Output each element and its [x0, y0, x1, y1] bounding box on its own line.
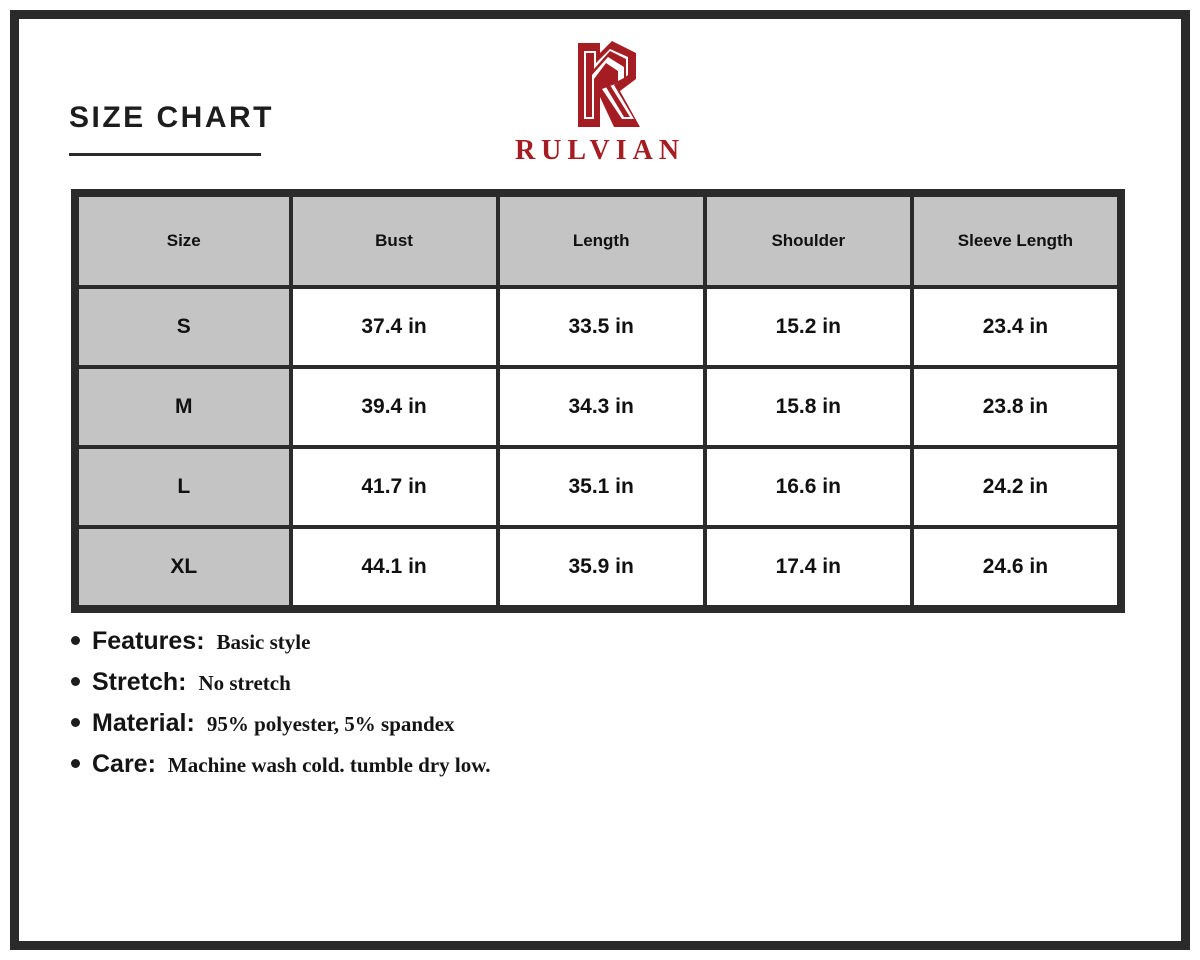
size-table [71, 189, 1125, 613]
cell-size: XL [79, 529, 289, 605]
column-header-shoulder: Shoulder [707, 197, 910, 285]
cell-shoulder: 15.2 in [707, 289, 910, 365]
rulvian-monogram-icon [540, 39, 660, 131]
cell-shoulder: 17.4 in [707, 529, 910, 605]
cell-size: L [79, 449, 289, 525]
note-label: Care: [92, 750, 156, 778]
cell-length: 33.5 in [500, 289, 703, 365]
note-label: Material: [92, 709, 195, 737]
brand-name: RULVIAN [514, 135, 686, 166]
notes-list [71, 627, 1111, 791]
note-label: Features: [92, 627, 205, 655]
document-border [10, 10, 1190, 950]
list-item [71, 750, 1111, 779]
table-row [79, 289, 1117, 365]
cell-length: 35.9 in [500, 529, 703, 605]
bullet-icon [71, 677, 80, 686]
bullet-icon [71, 718, 80, 727]
table-row [79, 369, 1117, 445]
note-value: Basic style [216, 630, 311, 654]
cell-bust: 39.4 in [293, 369, 496, 445]
page-title: SIZE CHART [69, 101, 274, 134]
note-label: Stretch: [92, 668, 187, 696]
brand-block [19, 39, 1181, 167]
document-header [19, 19, 1181, 179]
bullet-icon [71, 759, 80, 768]
cell-bust: 44.1 in [293, 529, 496, 605]
list-item [71, 668, 1111, 697]
note-value: 95% polyester, 5% spandex [206, 712, 455, 736]
column-header-length: Length [500, 197, 703, 285]
list-item [71, 627, 1111, 656]
table-row [79, 449, 1117, 525]
size-table-wrapper [71, 189, 1125, 613]
cell-shoulder: 16.6 in [707, 449, 910, 525]
list-item [71, 709, 1111, 738]
column-header-size: Size [79, 197, 289, 285]
table-row [79, 529, 1117, 605]
cell-bust: 41.7 in [293, 449, 496, 525]
note-value: Machine wash cold. tumble dry low. [167, 753, 491, 777]
note-value: No stretch [198, 671, 291, 695]
column-header-sleeve-length: Sleeve Length [914, 197, 1117, 285]
cell-size: S [79, 289, 289, 365]
table-header-row [79, 197, 1117, 285]
cell-sleeve-length: 24.6 in [914, 529, 1117, 605]
cell-sleeve-length: 23.4 in [914, 289, 1117, 365]
bullet-icon [71, 636, 80, 645]
cell-length: 35.1 in [500, 449, 703, 525]
cell-sleeve-length: 24.2 in [914, 449, 1117, 525]
column-header-bust: Bust [293, 197, 496, 285]
cell-bust: 37.4 in [293, 289, 496, 365]
cell-length: 34.3 in [500, 369, 703, 445]
cell-shoulder: 15.8 in [707, 369, 910, 445]
cell-size: M [79, 369, 289, 445]
cell-sleeve-length: 23.8 in [914, 369, 1117, 445]
